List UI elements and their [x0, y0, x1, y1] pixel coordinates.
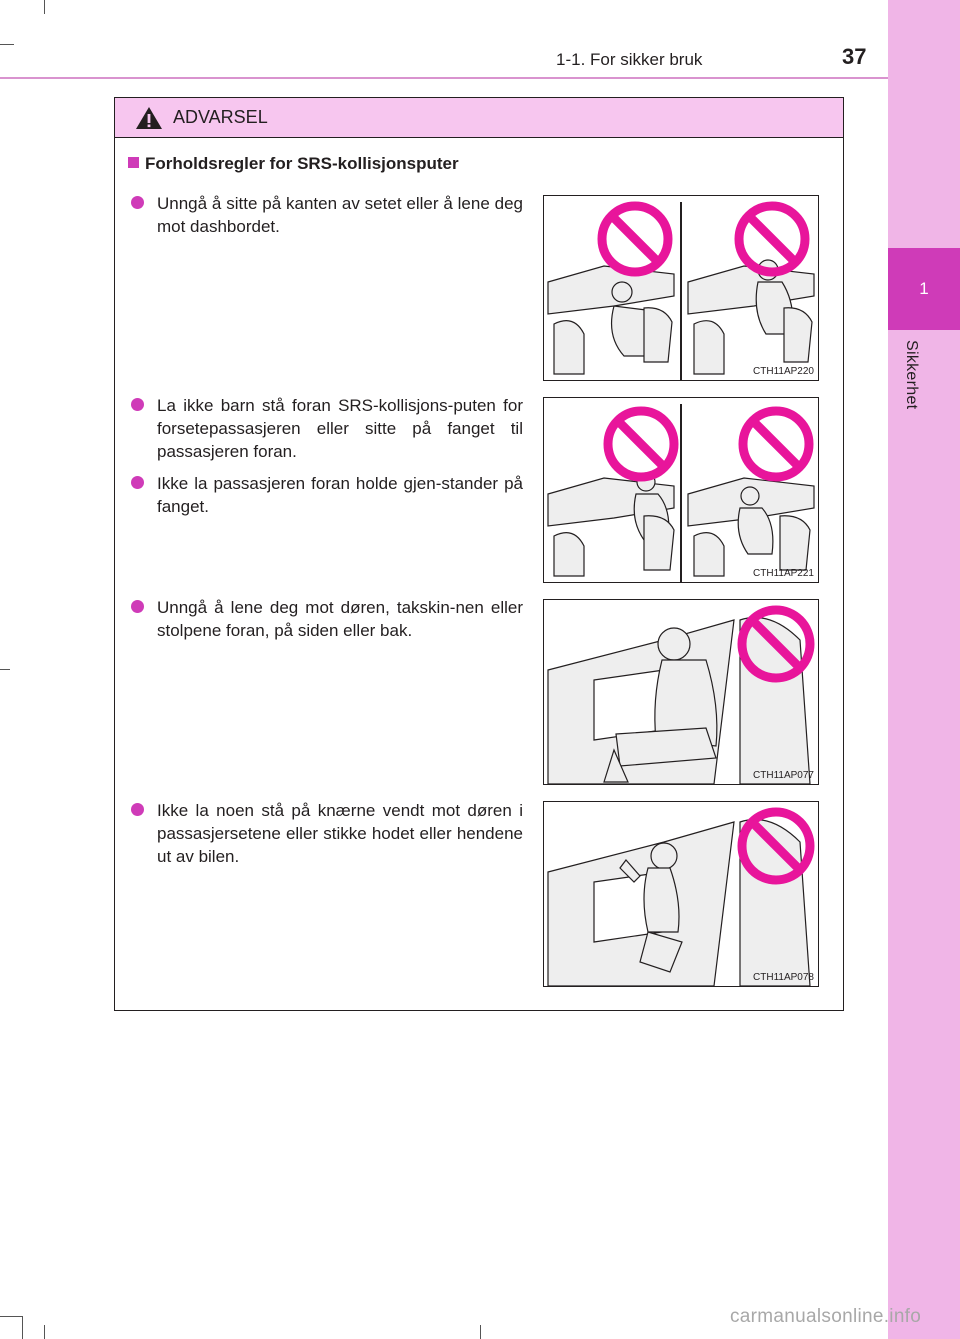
bullet-text: La ikke barn stå foran SRS-kollisjons-puten for forsetepassasjeren eller sitte på fanget til passasjeren foran.: [157, 396, 523, 461]
illustration-code: CTH11AP077: [753, 770, 814, 781]
bullet-item: [131, 394, 523, 463]
bullet-item: [131, 472, 523, 518]
prohibited-icon: [608, 411, 809, 477]
illustration-leaning-door: [543, 599, 819, 785]
header-rule: [0, 77, 888, 79]
illustration-code: CTH11AP220: [753, 366, 814, 377]
bullet-dot-icon: [131, 600, 144, 613]
crop-mark: [0, 1316, 22, 1317]
square-bullet-icon: [128, 157, 139, 168]
bullet-item: [131, 192, 523, 238]
crop-mark: [44, 0, 45, 14]
page-number: 37: [842, 44, 867, 69]
bullet-dot-icon: [131, 803, 144, 816]
bullet-item: [131, 596, 523, 642]
crop-mark: [44, 1325, 45, 1339]
crop-mark: [0, 44, 14, 45]
bullet-item: [131, 799, 523, 868]
side-tab: [888, 0, 960, 1339]
warning-subheading: [128, 154, 459, 174]
illustration-child-airbag: [543, 397, 819, 583]
chapter-label: Sikkerhet: [903, 340, 920, 410]
warning-box: [114, 97, 844, 1011]
chapter-number: 1: [888, 248, 960, 330]
bullet-dot-icon: [131, 476, 144, 489]
bullet-text: Ikke la noen stå på knærne vendt mot døren i passasjersetene eller stikke hodet eller hendene ut av bilen.: [157, 801, 523, 866]
subheading-text: Forholdsregler for SRS-kollisjonsputer: [145, 154, 459, 173]
illustration-art: [544, 196, 818, 380]
illustration-sitting-edge: [543, 195, 819, 381]
illustration-art: [544, 802, 818, 986]
warning-triangle-icon: [135, 106, 163, 130]
bullet-text: Ikke la passasjeren foran holde gjen-stander på fanget.: [157, 474, 523, 516]
warning-header: [115, 98, 843, 138]
illustration-code: CTH11AP221: [753, 568, 814, 579]
illustration-art: [544, 398, 818, 582]
watermark: carmanualsonline.info: [730, 1306, 922, 1327]
bullet-dot-icon: [131, 196, 144, 209]
illustration-kneeling: [543, 801, 819, 987]
bullet-text: Unngå å lene deg mot døren, takskin-nen eller stolpene foran, på siden eller bak.: [157, 598, 523, 640]
section-title: 1-1. For sikker bruk: [556, 50, 703, 69]
illustration-art: [544, 600, 818, 784]
bullet-text: Unngå å sitte på kanten av setet eller å lene deg mot dashbordet.: [157, 194, 523, 236]
warning-label: ADVARSEL: [173, 107, 268, 127]
crop-mark: [480, 1325, 481, 1339]
crop-mark: [0, 669, 10, 670]
crop-mark: [22, 1316, 23, 1339]
bullet-dot-icon: [131, 398, 144, 411]
illustration-code: CTH11AP078: [753, 972, 814, 983]
